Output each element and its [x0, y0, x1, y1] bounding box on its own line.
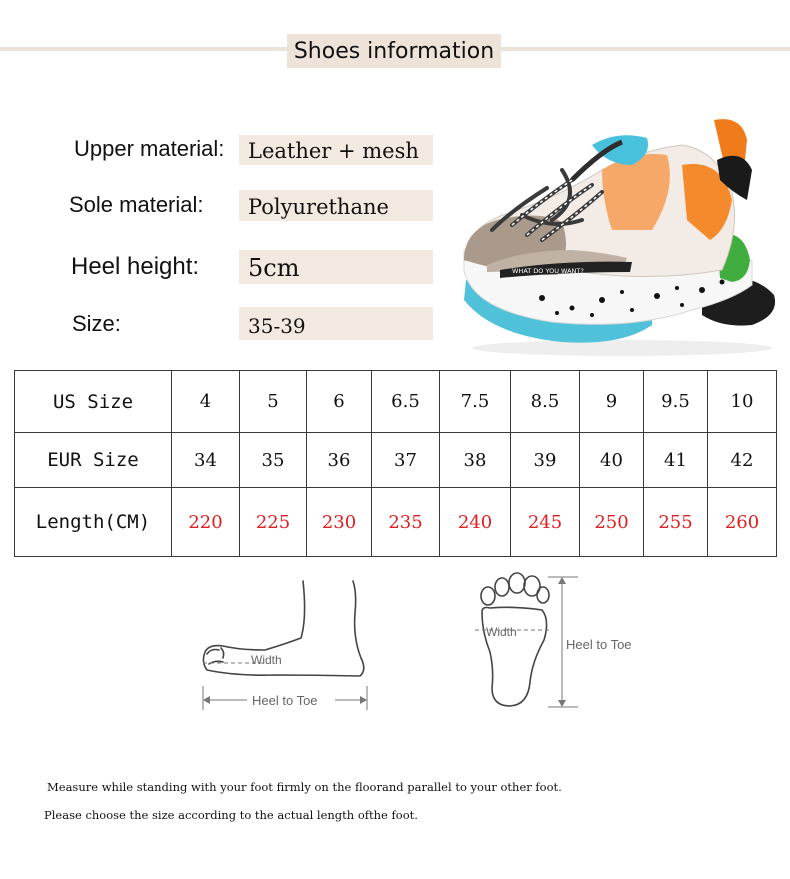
sole-length-label: Heel to Toe [566, 637, 632, 652]
spec-label-heel: Heel height: [71, 253, 200, 280]
page-title: Shoes information [287, 34, 501, 68]
row-header-eur: EUR Size [15, 433, 172, 488]
table-cell: 9.5 [644, 371, 708, 433]
header-line-right [500, 47, 790, 51]
table-cell: 34 [172, 433, 240, 488]
table-cell: 6.5 [372, 371, 440, 433]
tongue-print-text: WHAT DO YOU WANT? [512, 267, 584, 275]
header-line-left [0, 47, 290, 51]
table-cell: 41 [644, 433, 708, 488]
table-cell: 235 [372, 488, 440, 557]
length-row [15, 488, 777, 557]
table-cell: 250 [580, 488, 644, 557]
table-cell: 40 [580, 433, 644, 488]
table-cell: 240 [440, 488, 511, 557]
table-cell: 6 [307, 371, 372, 433]
table-cell: 36 [307, 433, 372, 488]
spec-value-upper: Leather + mesh [239, 135, 433, 165]
table-cell: 42 [708, 433, 777, 488]
table-cell: 10 [708, 371, 777, 433]
sole-width-label: Width [486, 625, 517, 639]
table-cell: 8.5 [511, 371, 580, 433]
choose-note: Please choose the size according to the actual length ofthe foot. [44, 808, 418, 822]
foot-side-diagram [195, 578, 375, 718]
table-cell: 7.5 [440, 371, 511, 433]
spec-value-sole: Polyurethane [239, 190, 433, 221]
row-header-length: Length(CM) [15, 488, 172, 557]
size-table [14, 370, 777, 557]
table-cell: 245 [511, 488, 580, 557]
table-cell: 37 [372, 433, 440, 488]
spec-label-sole: Sole material: [69, 192, 204, 217]
side-width-label: Width [251, 653, 282, 667]
table-cell: 9 [580, 371, 644, 433]
table-cell: 39 [511, 433, 580, 488]
spec-value-size: 35-39 [239, 307, 433, 340]
table-cell: 4 [172, 371, 240, 433]
table-cell: 220 [172, 488, 240, 557]
measure-note: Measure while standing with your foot firmly on the floorand parallel to your other foot. [47, 780, 562, 794]
spec-value-heel: 5cm [239, 250, 433, 284]
table-cell: 230 [307, 488, 372, 557]
spec-label-upper: Upper material: [74, 136, 225, 161]
table-cell: 35 [240, 433, 307, 488]
table-cell: 5 [240, 371, 307, 433]
side-length-label: Heel to Toe [252, 693, 318, 708]
table-cell: 38 [440, 433, 511, 488]
spec-label-size: Size: [72, 311, 121, 336]
foot-sole-diagram [470, 570, 650, 715]
us-size-row [15, 371, 777, 433]
sneaker-image [452, 110, 782, 360]
eur-size-row [15, 433, 777, 488]
table-cell: 255 [644, 488, 708, 557]
row-header-us: US Size [15, 371, 172, 433]
table-cell: 225 [240, 488, 307, 557]
table-cell: 260 [708, 488, 777, 557]
